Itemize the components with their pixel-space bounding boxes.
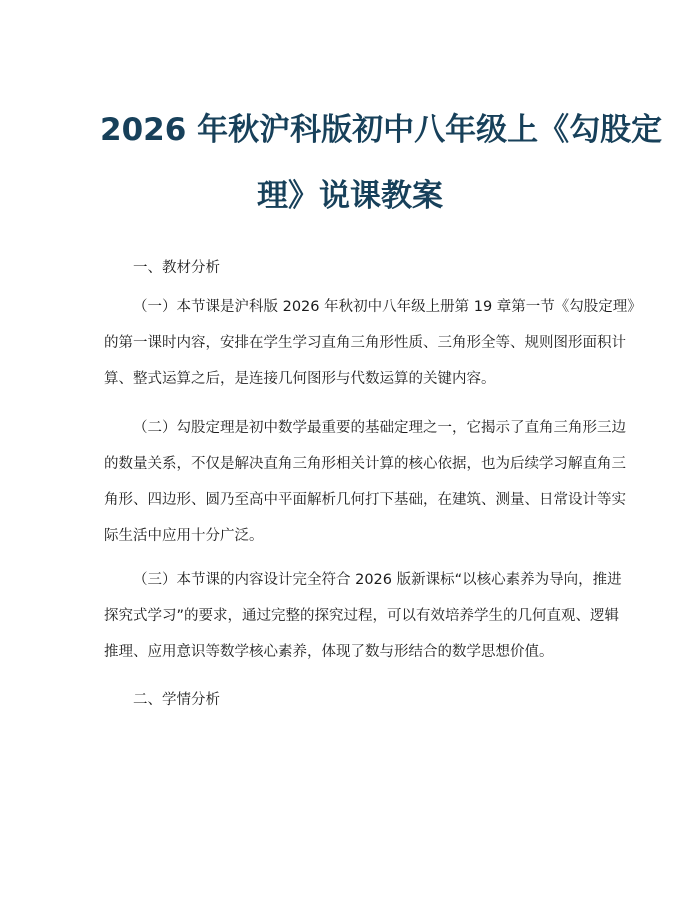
paragraph-line: 推理、应用意识等数学核心素养，体现了数与形结合的数学思想价值。 [104,644,554,660]
paragraph-2 [104,418,626,562]
document-title-line-2: 理》说课教案 [257,178,443,214]
paragraph-line: 探究式学习”的要求，通过完整的探究过程，可以有效培养学生的几何直观、逻辑 [104,608,620,624]
paragraph-line: 的第一课时内容，安排在学生学习直角三角形性质、三角形全等、规则图形面积计 [104,335,626,351]
paragraph-line: （二）勾股定理是初中数学最重要的基础定理之一，它揭示了直角三角形三边 [133,420,626,436]
paragraph-line: 角形、四边形、圆乃至高中平面解析几何打下基础，在建筑、测量、日常设计等实 [104,492,626,508]
document-title-line-1: 2026 年秋沪科版初中八年级上《勾股定 [100,112,663,148]
paragraph-3 [104,570,622,678]
paragraph-line: 际生活中应用十分广泛。 [104,528,264,544]
paragraph-line: （三）本节课的内容设计完全符合 2026 版新课标“以核心素养为导向，推进 [133,572,622,588]
section-heading-student-analysis: 二、学情分析 [133,692,220,708]
section-heading-textbook-analysis: 一、教材分析 [133,260,220,276]
paragraph-line: （一）本节课是沪科版 2026 年秋初中八年级上册第 19 章第一节《勾股定理》 [133,299,642,315]
paragraph-line: 的数量关系，不仅是解决直角三角形相关计算的核心依据，也为后续学习解直角三 [104,456,626,472]
paragraph-1 [104,297,642,405]
paragraph-line: 算、整式运算之后，是连接几何图形与代数运算的关键内容。 [104,371,496,387]
